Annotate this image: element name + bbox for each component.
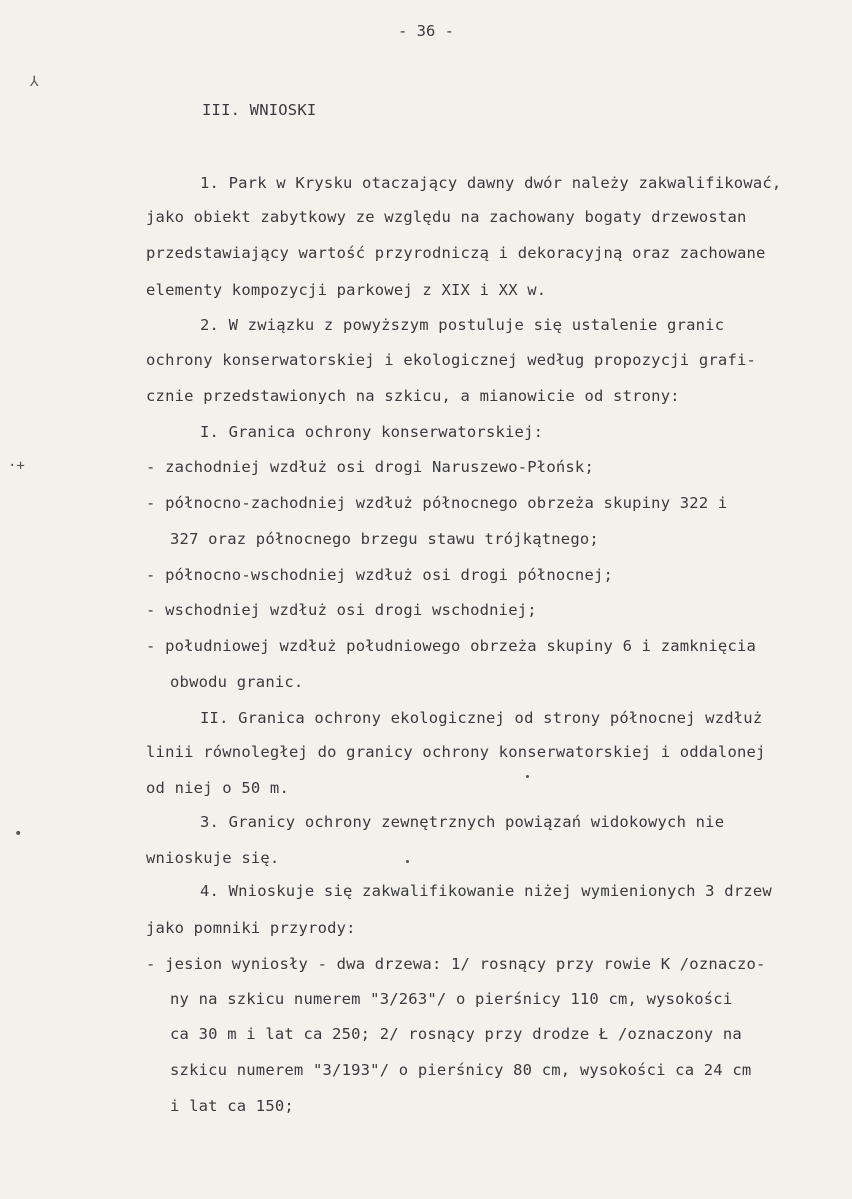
text-line: - północno-wschodniej wzdłuż osi drogi północnej; — [146, 566, 614, 584]
text-line: ca 30 m i lat ca 250; 2/ rosnący przy drodze Ł /oznaczony na — [170, 1025, 742, 1043]
text-line: - zachodniej wzdłuż osi drogi Naruszewo-Płońsk; — [146, 458, 594, 476]
text-line: ochrony konserwatorskiej i ekologicznej według propozycji grafi- — [146, 351, 757, 369]
page-number: - 36 - — [398, 22, 454, 40]
margin-mark: ⅄ — [30, 74, 39, 90]
text-line: ny na szkicu numerem "3/263"/ o pierśnicy 110 cm, wysokości — [170, 990, 733, 1008]
text-line: - południowej wzdłuż południowego obrzeża skupiny 6 i zamknięcia — [146, 637, 757, 655]
text-line: - północno-zachodniej wzdłuż północnego obrzeża skupiny 322 i — [146, 494, 728, 512]
speck — [406, 860, 409, 863]
text-line: 327 oraz północnego brzegu stawu trójkątnego; — [170, 530, 599, 548]
margin-mark: ·+ — [8, 458, 25, 474]
text-line: szkicu numerem "3/193"/ o pierśnicy 80 cm, wysokości ca 24 cm — [170, 1061, 752, 1079]
text-line: przedstawiający wartość przyrodniczą i dekoracyjną oraz zachowane — [146, 244, 766, 262]
text-line: - jesion wyniosły - dwa drzewa: 1/ rosnący przy rowie K /oznaczo- — [146, 955, 766, 973]
speck — [526, 775, 529, 778]
text-line: 3. Granicy ochrony zewnętrznych powiązań widokowych nie — [200, 813, 725, 831]
text-line: linii równoległej do granicy ochrony konserwatorskiej i oddalonej — [146, 743, 766, 761]
text-line: obwodu granic. — [170, 673, 304, 691]
text-line: i lat ca 150; — [170, 1097, 294, 1115]
text-line: II. Granica ochrony ekologicznej od strony północnej wzdłuż — [200, 709, 763, 727]
text-line: wnioskuje się. — [146, 849, 280, 867]
text-line: cznie przedstawionych na szkicu, a mianowicie od strony: — [146, 387, 680, 405]
text-line: od niej o 50 m. — [146, 779, 289, 797]
text-line: 1. Park w Krysku otaczający dawny dwór należy zakwalifikować, — [200, 174, 782, 192]
section-title: III. WNIOSKI — [202, 101, 317, 119]
margin-mark: • — [14, 826, 23, 842]
text-line: I. Granica ochrony konserwatorskiej: — [200, 423, 544, 441]
text-line: - wschodniej wzdłuż osi drogi wschodniej; — [146, 601, 537, 619]
text-line: jako obiekt zabytkowy ze względu na zachowany bogaty drzewostan — [146, 208, 747, 226]
text-line: elementy kompozycji parkowej z XIX i XX w. — [146, 281, 547, 299]
text-line: 2. W związku z powyższym postuluje się ustalenie granic — [200, 316, 725, 334]
text-line: 4. Wnioskuje się zakwalifikowanie niżej wymienionych 3 drzew — [200, 882, 772, 900]
text-line: jako pomniki przyrody: — [146, 919, 356, 937]
